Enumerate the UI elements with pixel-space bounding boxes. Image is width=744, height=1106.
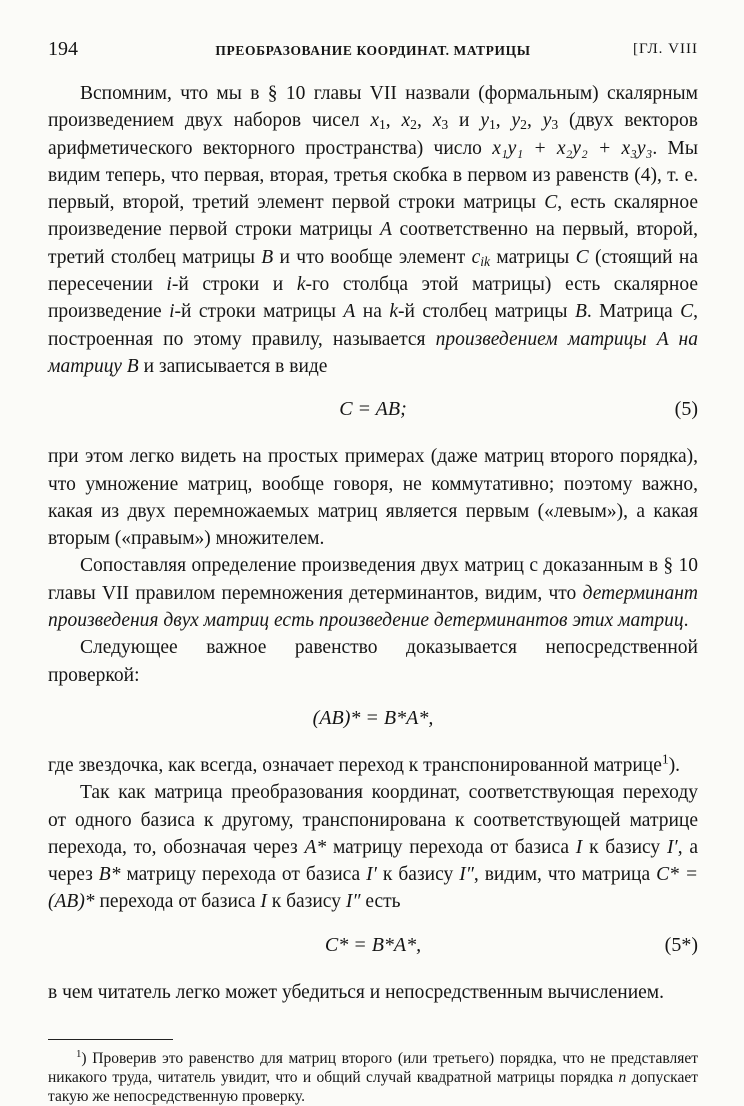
equation-expression: C* = B*A*,: [324, 933, 422, 956]
footnote: $^1$) Проверив это равенство для матриц второго (или третьего) порядка, что не представляет никакого труда, читатель увидит, что и общий случай квадратной матрицы порядка n допускает такую же непосредственную проверку.: [48, 1047, 699, 1105]
running-title: ПРЕОБРАЗОВАНИЕ КООРДИНАТ. МАТРИЦЫ: [215, 43, 531, 58]
determinant-theorem: детерминант произведения двух матриц есть произведение детерминантов этих матриц: [48, 582, 698, 632]
equation-5: [48, 396, 698, 423]
paragraph-noncommutative: при этом легко видеть на простых примерах (даже матриц второго порядка), что умножение матриц, вообще говоря, не коммутативно; поэтому важно, какая из двух перемножаемых матриц является первым («левым»), а какая вторым («правым») множителем.: [48, 446, 698, 550]
book-page: [48, 38, 698, 1106]
chapter-reference: [ГЛ. VIII: [632, 41, 698, 57]
paragraph-determinant: Сопоставляя определение произведения двух матриц с доказанным в § 10 главы VII правилом перемножения детерминантов, видим, что детерминант произведения двух матриц есть произведение детерминантов этих матриц.: [48, 555, 698, 632]
equation-transpose: [48, 705, 698, 732]
paragraph-asterisk: где звездочка, как всегда, означает переход к транспонированной матрице$^1$).: [48, 751, 681, 776]
equation-number: (5): [674, 398, 698, 421]
paragraph-scalar-product: Вспомним, что мы в § 10 главы VII назвали (формальным) скалярным произведением двух наборов чисел $x_1$, $x_2$, $x_3$ и $y_1$, $y_2$, $y_3$ (двух векторов арифметического векторного пространства) число x₁y₁ + x₂y₂ + x₃y₃. Мы видим теперь, что первая, вторая, третья скобка в первом из равенств (4), т. е. первый, второй, третий элемент первой строки матрицы C, есть скалярное произведение первой строки матрицы A соответственно на первый, второй, третий столбец матрицы B и что вообще элемент $c_{ik}$ матрицы C (стоящий на пересечении i-й строки и k-го столбца этой матрицы) есть скалярное произведение i-й строки матрицы A на k-й столбец матрицы B. Матрица C, построенная по этому правилу, называется произведением матрицы A на матрицу B и записывается в виде: [48, 83, 699, 377]
page-number: 194: [48, 38, 78, 60]
defined-term: произведением матрицы A на матрицу B: [48, 328, 698, 377]
footnote-marker: 1: [661, 751, 669, 767]
footnote-divider: [48, 1039, 173, 1040]
paragraph-transition: Так как матрица преобразования координат, соответствующая переходу от одного базиса к другому, транспонирована к соответствующей матрице перехода, то, обозначая через A* матрицу перехода от базиса I к базису I′, а через B* матрицу перехода от базиса I′ к базису I″, видим, что матрица C* = (AB)* перехода от базиса I к базису I″ есть: [48, 782, 699, 913]
page-header: [48, 38, 698, 70]
equation-expression: C = AB;: [339, 398, 407, 421]
scalar-product-expression: x₁y₁ + x₂y₂ + x₃y₃: [492, 137, 653, 159]
equation-5-star: [48, 932, 698, 959]
paragraph-verification: Следующее важное равенство доказывается непосредственной проверкой:: [48, 637, 698, 686]
paragraph-conclusion: в чем читатель легко может убедиться и непосредственным вычислением.: [48, 981, 665, 1003]
equation-expression: (AB)* = B*A*,: [312, 706, 434, 729]
equation-number: (5*): [664, 933, 698, 956]
footnote-number: 1: [76, 1047, 82, 1060]
